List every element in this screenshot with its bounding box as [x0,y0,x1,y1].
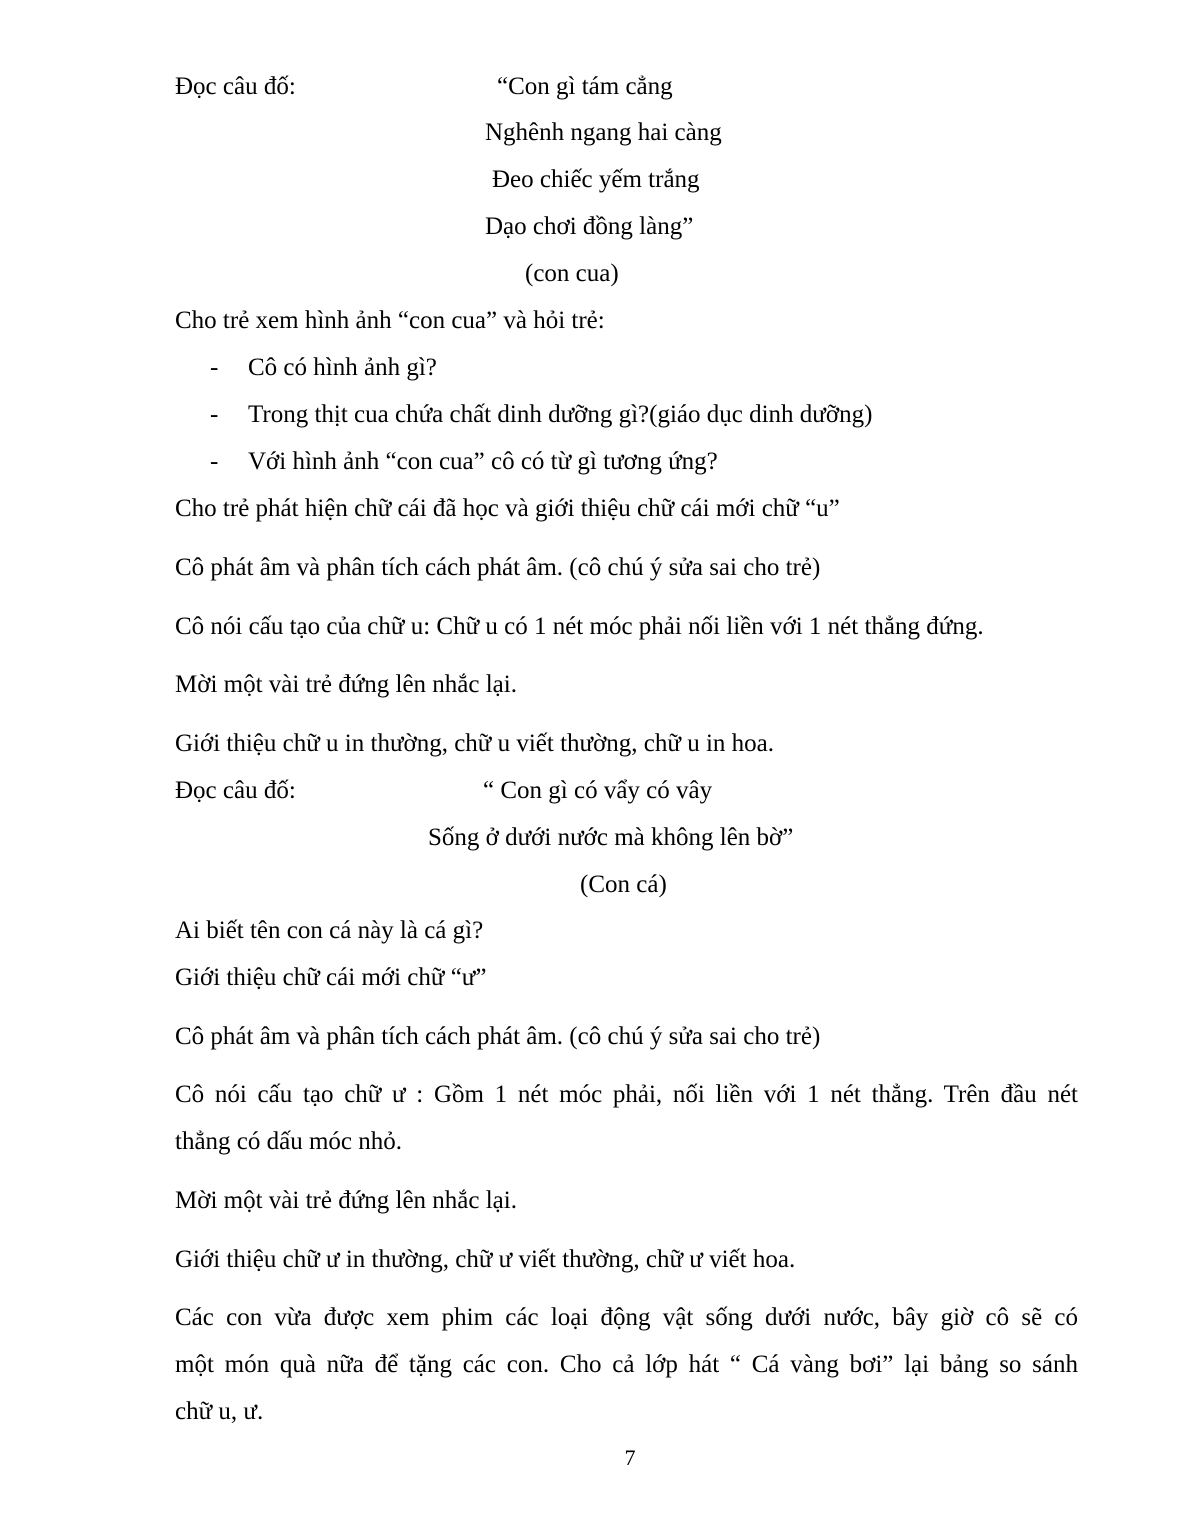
u2-pronounce: Cô phát âm và phân tích cách phát âm. (cô chú ý sửa sai cho trẻ) [175,1023,821,1050]
u2-structure-line-2: thẳng có dấu móc nhỏ. [175,1128,403,1155]
riddle2-answer: (Con cá) [580,871,667,898]
list-item-text: Với hình ảnh “con cua” cô có từ gì tương ứng? [248,448,718,475]
page-number: 7 [624,1445,636,1470]
u-repeat: Mời một vài trẻ đứng lên nhắc lại. [175,671,517,698]
list-item-text: Trong thịt cua chứa chất dinh dưỡng gì?(giáo dục dinh dưỡng) [248,401,873,428]
u-structure: Cô nói cấu tạo của chữ u: Chữ u có 1 nét móc phải nối liền với 1 nét thẳng đứng. [175,613,984,640]
u2-ask: Ai biết tên con cá này là cá gì? [175,917,484,944]
u2-intro: Giới thiệu chữ cái mới chữ “ư” [175,964,487,991]
riddle1-line-2: Nghênh ngang hai càng [485,119,722,146]
list-dash: - [210,354,219,381]
riddle2-line-1: “ Con gì có vẩy có vây [483,777,713,804]
riddle1-line-3: Đeo chiếc yếm trắng [492,166,700,193]
u-pronounce: Cô phát âm và phân tích cách phát âm. (cô chú ý sửa sai cho trẻ) [175,554,821,581]
u-forms: Giới thiệu chữ u in thường, chữ u viết thường, chữ u in hoa. [175,730,774,757]
u-intro: Cho trẻ phát hiện chữ cái đã học và giới thiệu chữ cái mới chữ “u” [175,495,840,522]
closing-line-2: một món quà nữa để tặng các con. Cho cả lớp hát “ Cá vàng bơi” lại bảng so sánh [175,1351,1078,1378]
show-image-paragraph: Cho trẻ xem hình ảnh “con cua” và hỏi trẻ: [175,307,605,334]
u2-forms: Giới thiệu chữ ư in thường, chữ ư viết thường, chữ ư viết hoa. [175,1246,796,1273]
closing-line-1: Các con vừa được xem phim các loại động vật sống dưới nước, bây giờ cô sẽ có [175,1304,1078,1331]
u2-structure-line-1: Cô nói cấu tạo chữ ư : Gồm 1 nét móc phải, nối liền với 1 nét thẳng. Trên đầu nét [175,1081,1078,1108]
riddle1-line-4: Dạo chơi đồng làng” [485,213,694,240]
riddle2-label: Đọc câu đố: [175,777,296,804]
u2-repeat: Mời một vài trẻ đứng lên nhắc lại. [175,1187,517,1214]
riddle1-line-1: “Con gì tám cẳng [497,73,673,100]
riddle1-answer: (con cua) [525,260,619,287]
closing-line-3: chữ u, ư. [175,1398,264,1425]
list-dash: - [210,401,219,428]
list-item-text: Cô có hình ảnh gì? [248,354,437,381]
list-dash: - [210,448,219,475]
riddle1-label: Đọc câu đố: [175,73,296,100]
riddle2-line-2: Sống ở dưới nước mà không lên bờ” [428,824,794,851]
